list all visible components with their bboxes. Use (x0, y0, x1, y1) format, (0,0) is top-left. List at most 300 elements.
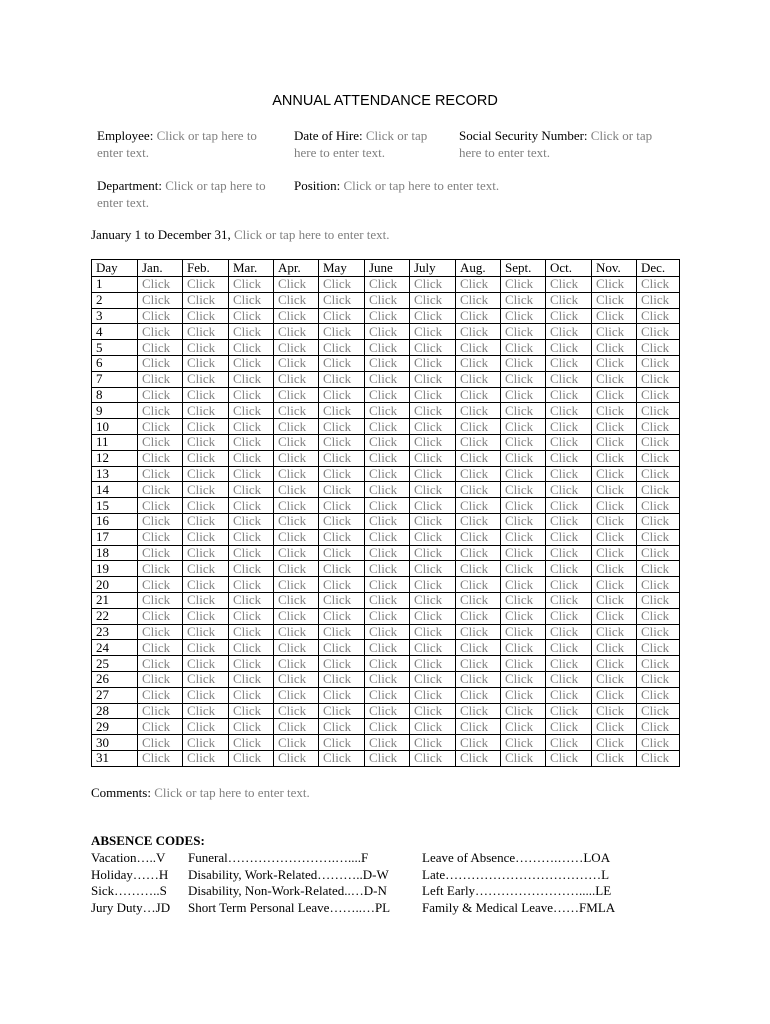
attendance-cell[interactable]: Click (319, 292, 365, 308)
attendance-cell[interactable]: Click (410, 450, 456, 466)
attendance-cell[interactable]: Click (365, 419, 410, 435)
attendance-cell[interactable]: Click (637, 466, 680, 482)
attendance-cell[interactable]: Click (456, 624, 501, 640)
attendance-cell[interactable]: Click (183, 324, 229, 340)
attendance-cell[interactable]: Click (546, 466, 592, 482)
attendance-cell[interactable]: Click (319, 592, 365, 608)
attendance-cell[interactable]: Click (501, 545, 546, 561)
attendance-cell[interactable]: Click (138, 308, 183, 324)
attendance-cell[interactable]: Click (183, 735, 229, 751)
attendance-cell[interactable]: Click (319, 340, 365, 356)
attendance-cell[interactable]: Click (456, 403, 501, 419)
attendance-cell[interactable]: Click (319, 355, 365, 371)
attendance-cell[interactable]: Click (592, 498, 637, 514)
attendance-cell[interactable]: Click (365, 498, 410, 514)
attendance-cell[interactable]: Click (319, 750, 365, 766)
attendance-cell[interactable]: Click (410, 371, 456, 387)
attendance-cell[interactable]: Click (138, 277, 183, 293)
attendance-cell[interactable]: Click (501, 608, 546, 624)
attendance-cell[interactable]: Click (229, 387, 274, 403)
attendance-cell[interactable]: Click (229, 529, 274, 545)
attendance-cell[interactable]: Click (592, 624, 637, 640)
attendance-cell[interactable]: Click (138, 324, 183, 340)
attendance-cell[interactable]: Click (456, 387, 501, 403)
attendance-cell[interactable]: Click (229, 434, 274, 450)
attendance-cell[interactable]: Click (365, 735, 410, 751)
attendance-cell[interactable]: Click (546, 750, 592, 766)
attendance-cell[interactable]: Click (365, 577, 410, 593)
attendance-cell[interactable]: Click (274, 308, 319, 324)
attendance-cell[interactable]: Click (501, 387, 546, 403)
attendance-cell[interactable]: Click (183, 719, 229, 735)
attendance-cell[interactable]: Click (183, 640, 229, 656)
period-input[interactable]: Click or tap here to enter text. (233, 227, 390, 242)
attendance-cell[interactable]: Click (456, 292, 501, 308)
attendance-cell[interactable]: Click (365, 308, 410, 324)
attendance-cell[interactable]: Click (274, 355, 319, 371)
attendance-cell[interactable]: Click (410, 466, 456, 482)
attendance-cell[interactable]: Click (365, 324, 410, 340)
attendance-cell[interactable]: Click (138, 608, 183, 624)
attendance-cell[interactable]: Click (592, 640, 637, 656)
attendance-cell[interactable]: Click (183, 340, 229, 356)
attendance-cell[interactable]: Click (592, 403, 637, 419)
attendance-cell[interactable]: Click (274, 277, 319, 293)
attendance-cell[interactable]: Click (456, 308, 501, 324)
attendance-cell[interactable]: Click (501, 624, 546, 640)
attendance-cell[interactable]: Click (319, 498, 365, 514)
attendance-cell[interactable]: Click (592, 450, 637, 466)
attendance-cell[interactable]: Click (546, 371, 592, 387)
attendance-cell[interactable]: Click (183, 308, 229, 324)
attendance-cell[interactable]: Click (637, 640, 680, 656)
attendance-cell[interactable]: Click (138, 355, 183, 371)
attendance-cell[interactable]: Click (456, 419, 501, 435)
attendance-cell[interactable]: Click (319, 371, 365, 387)
attendance-cell[interactable]: Click (183, 450, 229, 466)
position-field[interactable] (294, 178, 554, 195)
attendance-cell[interactable]: Click (410, 545, 456, 561)
attendance-cell[interactable]: Click (365, 529, 410, 545)
attendance-cell[interactable]: Click (229, 545, 274, 561)
attendance-cell[interactable]: Click (365, 340, 410, 356)
attendance-cell[interactable]: Click (637, 577, 680, 593)
attendance-cell[interactable]: Click (274, 529, 319, 545)
attendance-cell[interactable]: Click (229, 371, 274, 387)
attendance-cell[interactable]: Click (637, 277, 680, 293)
attendance-cell[interactable]: Click (456, 450, 501, 466)
attendance-cell[interactable]: Click (138, 371, 183, 387)
attendance-cell[interactable]: Click (546, 308, 592, 324)
attendance-cell[interactable]: Click (456, 750, 501, 766)
attendance-cell[interactable]: Click (456, 545, 501, 561)
attendance-cell[interactable]: Click (274, 640, 319, 656)
attendance-cell[interactable]: Click (501, 466, 546, 482)
attendance-cell[interactable]: Click (410, 403, 456, 419)
attendance-cell[interactable]: Click (410, 608, 456, 624)
date-of-hire-field[interactable] (294, 128, 444, 161)
attendance-cell[interactable]: Click (138, 434, 183, 450)
attendance-cell[interactable]: Click (183, 403, 229, 419)
attendance-cell[interactable]: Click (546, 687, 592, 703)
attendance-cell[interactable]: Click (501, 419, 546, 435)
attendance-cell[interactable]: Click (138, 545, 183, 561)
attendance-cell[interactable]: Click (365, 387, 410, 403)
attendance-cell[interactable]: Click (274, 624, 319, 640)
attendance-cell[interactable]: Click (456, 687, 501, 703)
attendance-cell[interactable]: Click (138, 513, 183, 529)
attendance-cell[interactable]: Click (546, 498, 592, 514)
comments-input[interactable]: Click or tap here to enter text. (154, 785, 310, 800)
attendance-cell[interactable]: Click (229, 482, 274, 498)
attendance-cell[interactable]: Click (410, 592, 456, 608)
attendance-cell[interactable]: Click (637, 292, 680, 308)
attendance-cell[interactable]: Click (365, 277, 410, 293)
attendance-cell[interactable]: Click (637, 371, 680, 387)
attendance-cell[interactable]: Click (501, 434, 546, 450)
attendance-cell[interactable]: Click (592, 750, 637, 766)
attendance-cell[interactable]: Click (274, 324, 319, 340)
attendance-cell[interactable]: Click (501, 403, 546, 419)
attendance-cell[interactable]: Click (274, 482, 319, 498)
attendance-cell[interactable]: Click (637, 513, 680, 529)
attendance-cell[interactable]: Click (456, 277, 501, 293)
attendance-cell[interactable]: Click (138, 340, 183, 356)
attendance-cell[interactable]: Click (319, 719, 365, 735)
attendance-cell[interactable]: Click (229, 340, 274, 356)
attendance-cell[interactable]: Click (546, 355, 592, 371)
attendance-cell[interactable]: Click (592, 292, 637, 308)
attendance-cell[interactable]: Click (365, 671, 410, 687)
attendance-cell[interactable]: Click (365, 750, 410, 766)
attendance-cell[interactable]: Click (274, 719, 319, 735)
attendance-cell[interactable]: Click (183, 513, 229, 529)
attendance-cell[interactable]: Click (546, 340, 592, 356)
attendance-cell[interactable]: Click (319, 308, 365, 324)
attendance-cell[interactable]: Click (592, 466, 637, 482)
attendance-cell[interactable]: Click (592, 545, 637, 561)
period-field[interactable] (91, 227, 491, 244)
attendance-cell[interactable]: Click (319, 561, 365, 577)
attendance-cell[interactable]: Click (410, 703, 456, 719)
attendance-cell[interactable]: Click (501, 482, 546, 498)
attendance-cell[interactable]: Click (501, 498, 546, 514)
attendance-cell[interactable]: Click (365, 371, 410, 387)
attendance-cell[interactable]: Click (637, 324, 680, 340)
attendance-cell[interactable]: Click (637, 592, 680, 608)
attendance-cell[interactable]: Click (319, 577, 365, 593)
attendance-cell[interactable]: Click (183, 371, 229, 387)
attendance-cell[interactable]: Click (410, 419, 456, 435)
attendance-cell[interactable]: Click (274, 656, 319, 672)
attendance-cell[interactable]: Click (229, 719, 274, 735)
attendance-cell[interactable]: Click (546, 577, 592, 593)
attendance-cell[interactable]: Click (319, 324, 365, 340)
attendance-cell[interactable]: Click (138, 656, 183, 672)
attendance-cell[interactable]: Click (546, 703, 592, 719)
attendance-cell[interactable]: Click (138, 482, 183, 498)
attendance-cell[interactable]: Click (592, 277, 637, 293)
attendance-cell[interactable]: Click (546, 656, 592, 672)
attendance-cell[interactable]: Click (637, 387, 680, 403)
attendance-cell[interactable]: Click (637, 735, 680, 751)
attendance-cell[interactable]: Click (365, 703, 410, 719)
attendance-cell[interactable]: Click (319, 277, 365, 293)
attendance-cell[interactable]: Click (183, 687, 229, 703)
attendance-cell[interactable]: Click (274, 450, 319, 466)
attendance-cell[interactable]: Click (138, 577, 183, 593)
attendance-cell[interactable]: Click (183, 703, 229, 719)
attendance-cell[interactable]: Click (319, 608, 365, 624)
attendance-cell[interactable]: Click (365, 292, 410, 308)
attendance-cell[interactable]: Click (501, 577, 546, 593)
attendance-cell[interactable]: Click (456, 498, 501, 514)
attendance-cell[interactable]: Click (637, 561, 680, 577)
attendance-cell[interactable]: Click (637, 434, 680, 450)
attendance-cell[interactable]: Click (365, 687, 410, 703)
attendance-cell[interactable]: Click (592, 719, 637, 735)
attendance-cell[interactable]: Click (138, 450, 183, 466)
attendance-cell[interactable]: Click (546, 592, 592, 608)
attendance-cell[interactable]: Click (546, 624, 592, 640)
attendance-cell[interactable]: Click (501, 324, 546, 340)
attendance-cell[interactable]: Click (637, 403, 680, 419)
attendance-cell[interactable]: Click (229, 403, 274, 419)
department-field[interactable] (97, 178, 287, 211)
attendance-cell[interactable]: Click (410, 671, 456, 687)
attendance-cell[interactable]: Click (365, 355, 410, 371)
attendance-cell[interactable]: Click (637, 419, 680, 435)
attendance-cell[interactable]: Click (410, 292, 456, 308)
attendance-cell[interactable]: Click (456, 434, 501, 450)
attendance-cell[interactable]: Click (183, 529, 229, 545)
attendance-cell[interactable]: Click (138, 529, 183, 545)
attendance-cell[interactable]: Click (319, 656, 365, 672)
attendance-cell[interactable]: Click (546, 513, 592, 529)
attendance-cell[interactable]: Click (592, 703, 637, 719)
attendance-cell[interactable]: Click (501, 340, 546, 356)
attendance-cell[interactable]: Click (229, 656, 274, 672)
attendance-cell[interactable]: Click (592, 577, 637, 593)
attendance-cell[interactable]: Click (637, 355, 680, 371)
attendance-cell[interactable]: Click (138, 719, 183, 735)
attendance-cell[interactable]: Click (410, 340, 456, 356)
attendance-cell[interactable]: Click (637, 529, 680, 545)
attendance-cell[interactable]: Click (456, 529, 501, 545)
attendance-cell[interactable]: Click (592, 592, 637, 608)
attendance-cell[interactable]: Click (319, 529, 365, 545)
attendance-cell[interactable]: Click (501, 450, 546, 466)
ssn-field[interactable] (459, 128, 674, 161)
attendance-cell[interactable]: Click (183, 419, 229, 435)
attendance-cell[interactable]: Click (637, 750, 680, 766)
attendance-cell[interactable]: Click (274, 750, 319, 766)
attendance-cell[interactable]: Click (637, 719, 680, 735)
attendance-cell[interactable]: Click (546, 387, 592, 403)
department-input[interactable]: Click or tap here to enter text. (97, 178, 266, 210)
attendance-cell[interactable]: Click (365, 624, 410, 640)
attendance-cell[interactable]: Click (365, 450, 410, 466)
attendance-cell[interactable]: Click (229, 703, 274, 719)
attendance-cell[interactable]: Click (456, 466, 501, 482)
attendance-cell[interactable]: Click (637, 608, 680, 624)
attendance-cell[interactable]: Click (274, 371, 319, 387)
attendance-cell[interactable]: Click (183, 482, 229, 498)
attendance-cell[interactable]: Click (637, 482, 680, 498)
attendance-cell[interactable]: Click (501, 592, 546, 608)
attendance-cell[interactable]: Click (274, 434, 319, 450)
attendance-cell[interactable]: Click (410, 577, 456, 593)
attendance-cell[interactable]: Click (319, 419, 365, 435)
attendance-cell[interactable]: Click (229, 608, 274, 624)
attendance-cell[interactable]: Click (229, 466, 274, 482)
attendance-cell[interactable]: Click (456, 577, 501, 593)
attendance-cell[interactable]: Click (183, 592, 229, 608)
attendance-cell[interactable]: Click (592, 687, 637, 703)
attendance-cell[interactable]: Click (410, 498, 456, 514)
attendance-cell[interactable]: Click (501, 513, 546, 529)
attendance-cell[interactable]: Click (183, 277, 229, 293)
attendance-cell[interactable]: Click (183, 577, 229, 593)
attendance-cell[interactable]: Click (637, 340, 680, 356)
attendance-cell[interactable]: Click (637, 703, 680, 719)
attendance-cell[interactable]: Click (138, 387, 183, 403)
attendance-cell[interactable]: Click (410, 434, 456, 450)
attendance-cell[interactable]: Click (637, 308, 680, 324)
attendance-cell[interactable]: Click (183, 561, 229, 577)
attendance-cell[interactable]: Click (546, 608, 592, 624)
attendance-cell[interactable]: Click (637, 624, 680, 640)
attendance-cell[interactable]: Click (410, 355, 456, 371)
attendance-cell[interactable]: Click (183, 656, 229, 672)
attendance-cell[interactable]: Click (592, 735, 637, 751)
attendance-cell[interactable]: Click (456, 656, 501, 672)
attendance-cell[interactable]: Click (274, 561, 319, 577)
attendance-cell[interactable]: Click (319, 403, 365, 419)
attendance-cell[interactable]: Click (229, 592, 274, 608)
attendance-cell[interactable]: Click (274, 466, 319, 482)
attendance-cell[interactable]: Click (274, 545, 319, 561)
attendance-cell[interactable]: Click (592, 340, 637, 356)
attendance-cell[interactable]: Click (546, 529, 592, 545)
attendance-cell[interactable]: Click (410, 324, 456, 340)
attendance-cell[interactable]: Click (501, 687, 546, 703)
attendance-cell[interactable]: Click (592, 419, 637, 435)
attendance-cell[interactable]: Click (229, 324, 274, 340)
attendance-cell[interactable]: Click (229, 513, 274, 529)
attendance-cell[interactable]: Click (456, 719, 501, 735)
attendance-cell[interactable]: Click (592, 482, 637, 498)
attendance-cell[interactable]: Click (183, 608, 229, 624)
attendance-cell[interactable]: Click (319, 735, 365, 751)
attendance-cell[interactable]: Click (319, 687, 365, 703)
date-of-hire-input[interactable]: Click or tap here to enter text. (294, 128, 428, 160)
attendance-cell[interactable]: Click (592, 513, 637, 529)
attendance-cell[interactable]: Click (501, 703, 546, 719)
attendance-cell[interactable]: Click (592, 434, 637, 450)
attendance-cell[interactable]: Click (274, 735, 319, 751)
attendance-cell[interactable]: Click (365, 640, 410, 656)
attendance-cell[interactable]: Click (138, 592, 183, 608)
attendance-cell[interactable]: Click (138, 403, 183, 419)
attendance-cell[interactable]: Click (274, 592, 319, 608)
attendance-cell[interactable]: Click (501, 292, 546, 308)
attendance-cell[interactable]: Click (501, 735, 546, 751)
attendance-cell[interactable]: Click (319, 513, 365, 529)
attendance-cell[interactable]: Click (592, 608, 637, 624)
attendance-cell[interactable]: Click (274, 419, 319, 435)
attendance-cell[interactable]: Click (229, 498, 274, 514)
attendance-cell[interactable]: Click (183, 387, 229, 403)
attendance-cell[interactable]: Click (637, 450, 680, 466)
attendance-cell[interactable]: Click (229, 419, 274, 435)
attendance-cell[interactable]: Click (592, 671, 637, 687)
attendance-cell[interactable]: Click (365, 592, 410, 608)
attendance-cell[interactable]: Click (274, 387, 319, 403)
attendance-cell[interactable]: Click (546, 292, 592, 308)
attendance-cell[interactable]: Click (138, 671, 183, 687)
attendance-cell[interactable]: Click (365, 482, 410, 498)
attendance-cell[interactable]: Click (229, 624, 274, 640)
attendance-cell[interactable]: Click (501, 719, 546, 735)
attendance-cell[interactable]: Click (274, 671, 319, 687)
attendance-cell[interactable]: Click (410, 482, 456, 498)
attendance-cell[interactable]: Click (456, 513, 501, 529)
attendance-cell[interactable]: Click (138, 419, 183, 435)
attendance-cell[interactable]: Click (546, 450, 592, 466)
attendance-cell[interactable]: Click (183, 466, 229, 482)
attendance-cell[interactable]: Click (138, 703, 183, 719)
attendance-cell[interactable]: Click (410, 387, 456, 403)
attendance-cell[interactable]: Click (546, 434, 592, 450)
attendance-cell[interactable]: Click (365, 545, 410, 561)
attendance-cell[interactable]: Click (410, 561, 456, 577)
attendance-cell[interactable]: Click (365, 561, 410, 577)
attendance-cell[interactable]: Click (138, 466, 183, 482)
employee-field[interactable] (97, 128, 282, 161)
attendance-cell[interactable]: Click (592, 387, 637, 403)
attendance-cell[interactable]: Click (501, 671, 546, 687)
attendance-cell[interactable]: Click (183, 498, 229, 514)
attendance-cell[interactable]: Click (546, 403, 592, 419)
attendance-cell[interactable]: Click (274, 340, 319, 356)
attendance-cell[interactable]: Click (183, 750, 229, 766)
attendance-cell[interactable]: Click (637, 687, 680, 703)
attendance-cell[interactable]: Click (183, 434, 229, 450)
attendance-cell[interactable]: Click (592, 529, 637, 545)
attendance-cell[interactable]: Click (229, 687, 274, 703)
attendance-cell[interactable]: Click (365, 719, 410, 735)
attendance-cell[interactable]: Click (456, 592, 501, 608)
attendance-cell[interactable]: Click (183, 624, 229, 640)
attendance-cell[interactable]: Click (546, 719, 592, 735)
attendance-cell[interactable]: Click (637, 671, 680, 687)
attendance-cell[interactable]: Click (456, 608, 501, 624)
attendance-cell[interactable]: Click (592, 371, 637, 387)
attendance-cell[interactable]: Click (501, 355, 546, 371)
attendance-cell[interactable]: Click (592, 324, 637, 340)
attendance-cell[interactable]: Click (456, 640, 501, 656)
attendance-cell[interactable]: Click (138, 640, 183, 656)
attendance-cell[interactable]: Click (410, 687, 456, 703)
employee-input[interactable]: Click or tap here to enter text. (97, 128, 257, 160)
attendance-cell[interactable]: Click (183, 292, 229, 308)
attendance-cell[interactable]: Click (456, 482, 501, 498)
attendance-cell[interactable]: Click (274, 703, 319, 719)
ssn-input[interactable]: Click or tap here to enter text. (459, 128, 653, 160)
attendance-cell[interactable]: Click (501, 750, 546, 766)
attendance-cell[interactable]: Click (319, 466, 365, 482)
